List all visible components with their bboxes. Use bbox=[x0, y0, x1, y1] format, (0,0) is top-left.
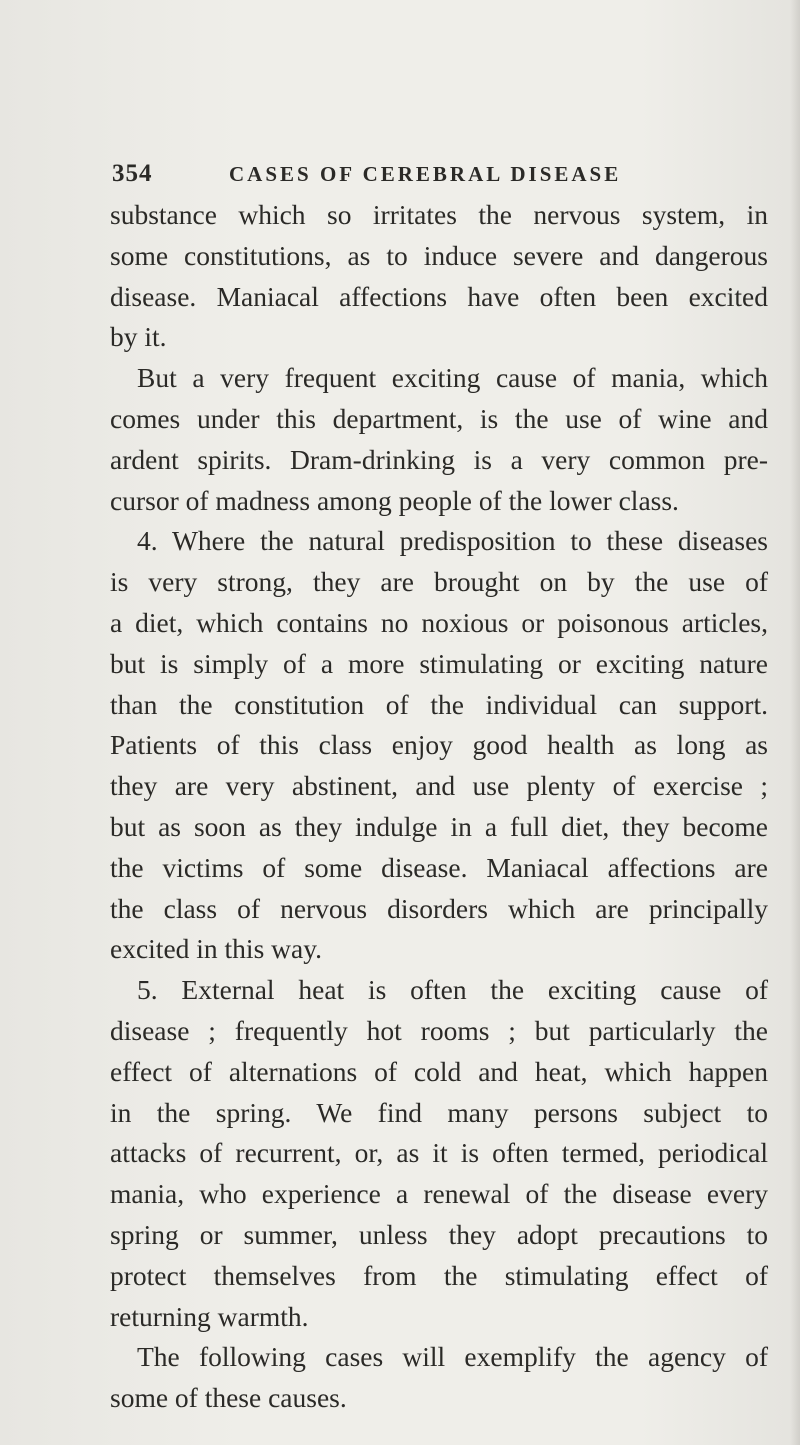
text-line: disease ; frequently hot rooms ; but particularly the bbox=[110, 1014, 768, 1046]
text-line: But a very frequent exciting cause of mania, which bbox=[137, 362, 768, 394]
body-text bbox=[110, 195, 768, 1419]
text-line: substance which so irritates the nervous system, in bbox=[110, 199, 768, 230]
text-line: effect of alternations of cold and heat, which happen bbox=[110, 1055, 768, 1087]
text-line: a diet, which contains no noxious or poisonous articles, bbox=[110, 606, 768, 638]
text-line: some constitutions, as to induce severe and dangerous bbox=[110, 239, 768, 271]
text-line: ardent spirits. Dram-drinking is a very common pre- bbox=[110, 443, 768, 475]
running-header bbox=[112, 160, 752, 200]
text-line: 5. External heat is often the exciting cause of bbox=[137, 974, 768, 1006]
text-line: the victims of some disease. Maniacal affections are bbox=[110, 851, 768, 883]
text-line: is very strong, they are brought on by the use of bbox=[110, 566, 768, 598]
text-line: but is simply of a more stimulating or exciting nature bbox=[110, 647, 768, 679]
text-line: mania, who experience a renewal of the disease every bbox=[110, 1178, 768, 1210]
text-line: disease. Maniacal affections have often been excited bbox=[110, 280, 768, 312]
text-line: protect themselves from the stimulating effect of bbox=[110, 1259, 768, 1291]
text-line: by it. bbox=[110, 321, 167, 353]
text-line: Patients of this class enjoy good health as long as bbox=[110, 729, 768, 761]
text-line: spring or summer, unless they adopt precautions to bbox=[110, 1218, 768, 1250]
text-line: excited in this way. bbox=[110, 933, 323, 965]
text-line: attacks of recurrent, or, as it is often termed, periodical bbox=[110, 1137, 768, 1169]
text-line: The following cases will exemplify the agency of bbox=[137, 1341, 768, 1373]
text-line: the class of nervous disorders which are principally bbox=[110, 892, 768, 924]
text-line: some of these causes. bbox=[110, 1382, 347, 1414]
text-line: than the constitution of the individual can support. bbox=[110, 688, 768, 720]
page-edge-shadow bbox=[790, 0, 800, 1445]
text-line: but as soon as they indulge in a full diet, they become bbox=[110, 810, 768, 842]
text-line: 4. Where the natural predisposition to these diseases bbox=[137, 525, 768, 557]
text-line: they are very abstinent, and use plenty of exercise ; bbox=[110, 770, 768, 802]
text-line: cursor of madness among people of the lower class. bbox=[110, 484, 679, 516]
text-line: in the spring. We find many persons subject to bbox=[110, 1096, 768, 1128]
page-number: 354 bbox=[112, 160, 153, 187]
text-line: comes under this department, is the use of wine and bbox=[110, 402, 768, 434]
running-title: CASES OF CEREBRAL DISEASE bbox=[229, 162, 622, 186]
text-line: returning warmth. bbox=[110, 1300, 309, 1332]
